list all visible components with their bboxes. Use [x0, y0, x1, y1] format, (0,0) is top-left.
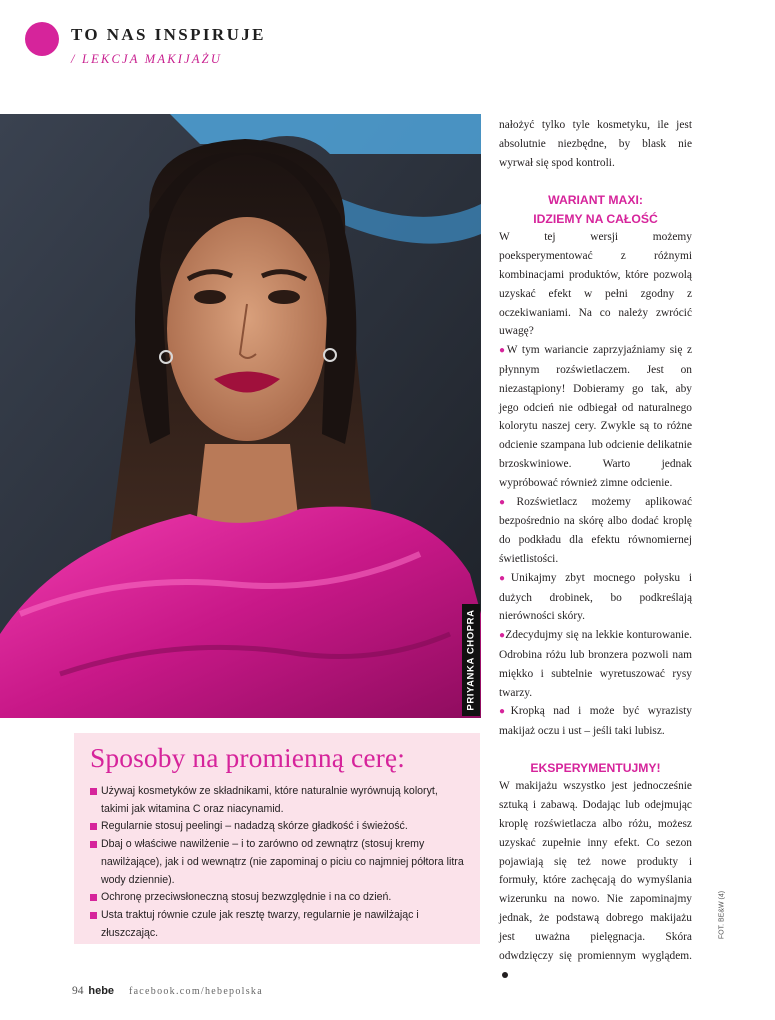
- section-title: TO NAS INSPIRUJE: [71, 25, 266, 44]
- page-number: 94: [72, 985, 84, 997]
- maxi-bullet-1: ●W tym wariancie zaprzyjaźniamy się z płynnym rozświetlaczem. Jest on niezastąpiony! Dobieramy go tak, aby jego odcień nie odbiegał od naturalnego kolorytu naszej cery. Zwykle są to różne odcienie szampana lub odcienie delikatnie brzoskwiniowe. Warto jednak wypróbować również zimne odcienie.: [499, 344, 693, 489]
- maxi-subheading-line1: WARIANT MAXI:: [548, 193, 643, 208]
- tips-item: Usta traktuj równie czule jak resztę twarzy, regularnie je nawilżając i złuszczając.: [90, 907, 466, 942]
- bullet-icon: ●: [499, 496, 517, 508]
- maxi-body: W tej wersji możemy poeksperymentować z różnymi kombinacjami produktów, które pozwolą uzyskać efekt w pełni zgodny z oczekiwaniami. Na co należy zwrócić uwagę?: [499, 231, 692, 338]
- header-dot-icon: [25, 22, 59, 56]
- tips-item: Ochronę przeciwsłoneczną stosuj bezwzględnie i na co dzień.: [90, 889, 466, 907]
- tips-item: Regularnie stosuj peelingi – nadadzą skórze gładkość i świeżość.: [90, 818, 466, 836]
- article-column: [499, 116, 692, 984]
- maxi-bullet-3: ●Unikajmy zbyt mocnego połysku i dużych drobinek, bo podkreślają nierówności skóry.: [499, 571, 692, 623]
- photo-agency-credit: FOT. BE&W (4): [718, 890, 726, 940]
- square-bullet-icon: [90, 788, 97, 795]
- photo-credit-label: PRIYANKA CHOPRA: [465, 609, 477, 711]
- tips-box: [74, 733, 480, 944]
- maxi-subheading: [499, 191, 692, 228]
- photo-credit: [462, 604, 480, 716]
- tips-list: [90, 783, 466, 942]
- tips-item: Używaj kosmetyków ze składnikami, które naturalnie wyrównują koloryt, takimi jak witamina C oraz niacynamid.: [90, 783, 466, 818]
- maxi-subheading-line2: IDZIEMY NA CAŁOŚĆ: [533, 211, 658, 226]
- square-bullet-icon: [90, 841, 97, 848]
- bullet-icon: ●: [499, 572, 511, 584]
- square-bullet-icon: [90, 894, 97, 901]
- intro-paragraph: nałożyć tylko tyle kosmetyku, ile jest absolutnie niezbędne, by blask nie wyrwał się spod kontroli.: [499, 119, 692, 169]
- experiment-body: W makijażu wszystko jest jednocześnie sztuką i zabawą. Dodając lub odejmując kroplę rozświetlacza albo różu, możesz uzyskać zupełnie inny efekt. Co sezon pojawiają się też nowe produkty i formuły, które zachęcają do wymyślania wizerunku na nowo. Nie zapominajmy jednak, że podstawą dobrego makijażu jest uważna pielęgnacja. Skóra odwdzięczy się promiennym wyglądem.: [499, 777, 692, 984]
- tips-item: Dbaj o właściwe nawilżenie – i to zarówno od zewnątrz (stosuj kremy nawilżające), jak i od wewnątrz (nie zapominaj o piciu co najmniej półtora litra wody dziennie).: [90, 836, 466, 889]
- square-bullet-icon: [90, 823, 97, 830]
- maxi-bullet-2: ●Rozświetlacz możemy aplikować bezpośrednio na skórę albo dodać kroplę do podkładu dla efektu równomiernej świetlistości.: [499, 495, 692, 565]
- experiment-subheading: EKSPERYMENTUJMY!: [530, 760, 661, 775]
- section-subtitle: / LEKCJA MAKIJAŻU: [71, 52, 223, 66]
- page-footer: [72, 985, 263, 997]
- maxi-bullet-4: ●Zdecydujmy się na lekkie konturowanie. Odrobina różu lub bronzera pozwoli nam miękko i subtelnie wyretuszować rysy twarzy.: [499, 629, 692, 699]
- maxi-bullet-5: ●Kropką nad i może być wyrazisty makijaż oczu i ust – jeśli taki lubisz.: [499, 705, 692, 738]
- bullet-icon: ●: [499, 706, 511, 718]
- footer-website: facebook.com/hebepolska: [128, 986, 263, 997]
- brand-logo: hebe: [88, 985, 115, 997]
- square-bullet-icon: [90, 912, 97, 919]
- end-mark-icon: [502, 972, 508, 978]
- tips-title: Sposoby na promienną cerę:: [90, 742, 405, 773]
- bullet-icon: ●: [499, 630, 506, 642]
- bullet-icon: ●: [499, 345, 507, 357]
- portrait-photo: [0, 114, 481, 718]
